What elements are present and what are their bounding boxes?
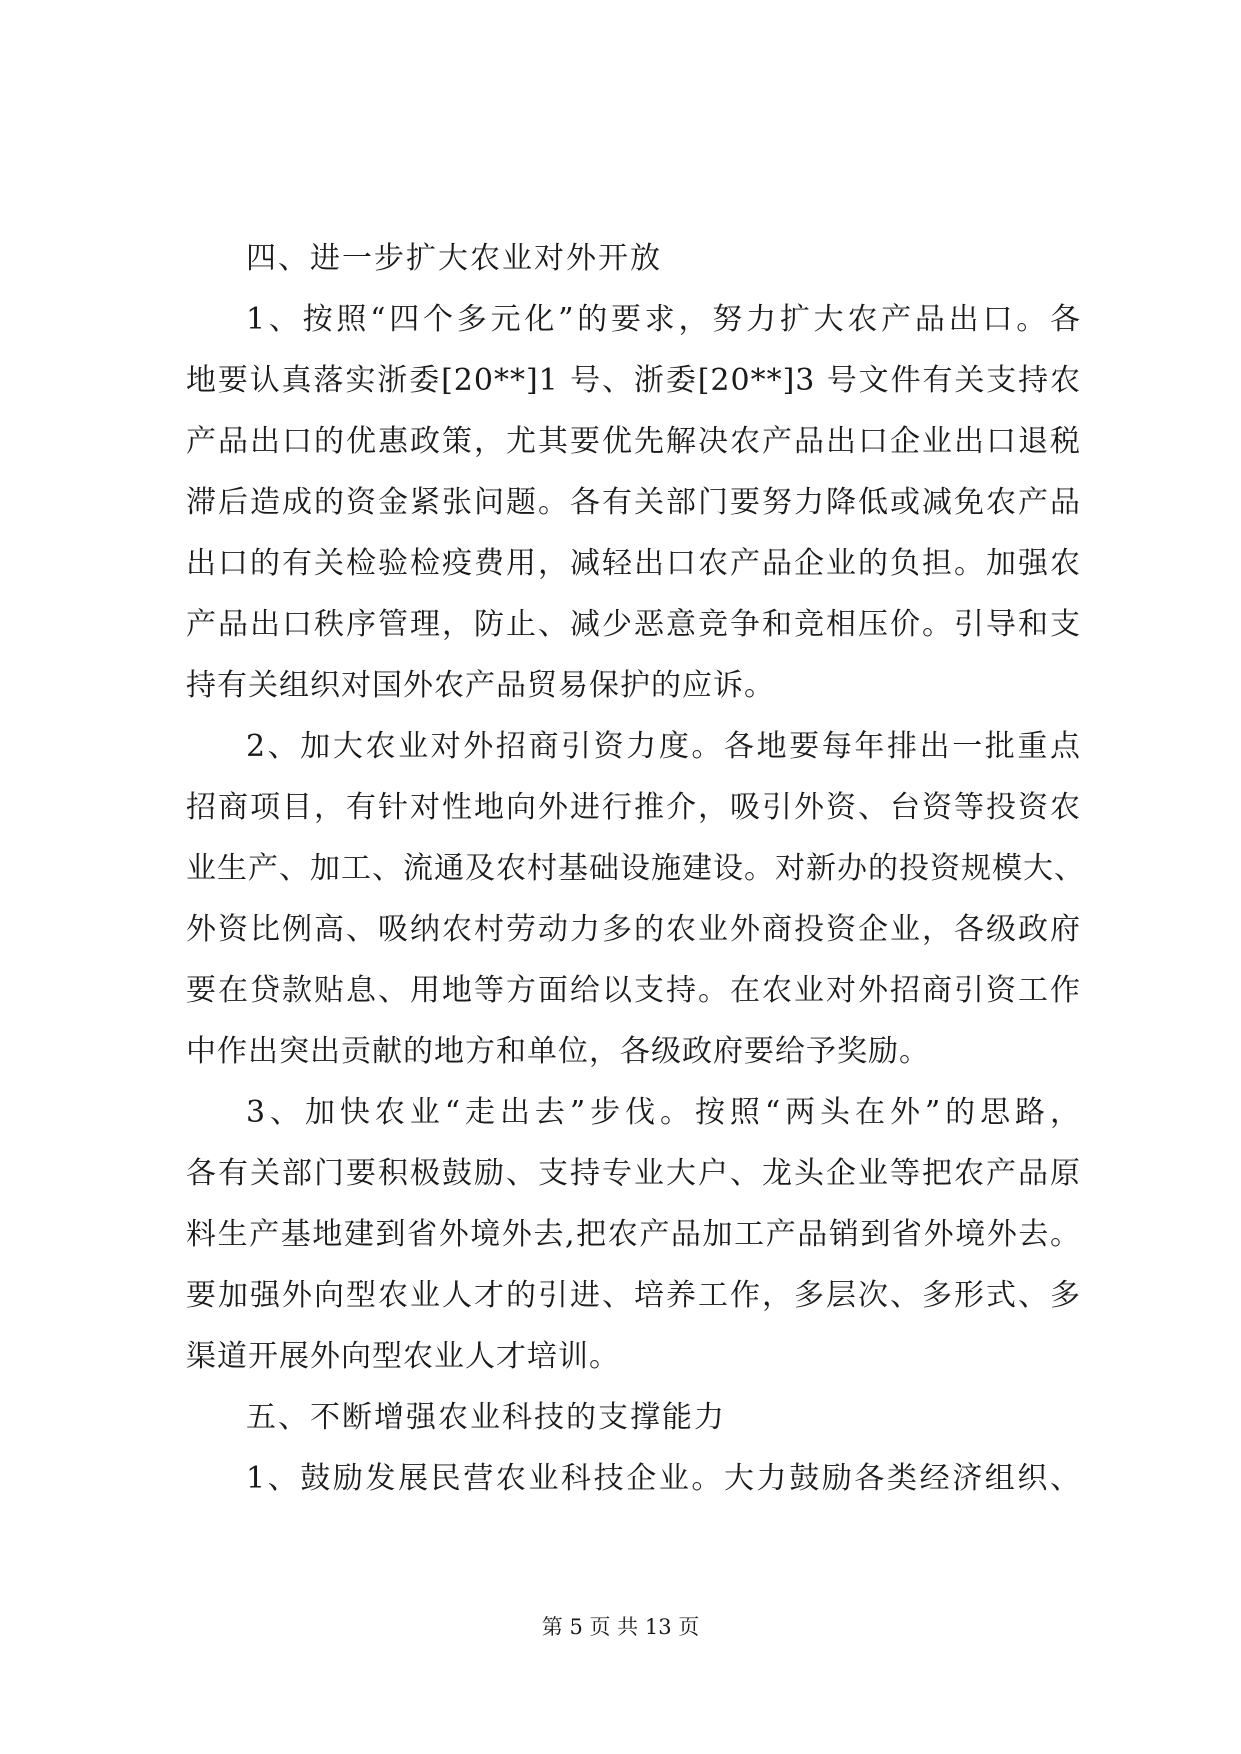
paragraph-line: 各有关部门要积极鼓励、支持专业大户、龙头企业等把农产品原: [186, 1156, 1081, 1191]
paragraph-line: 要在贷款贴息、用地等方面给以支持。在农业对外招商引资工作: [186, 973, 1081, 1008]
paragraph-line: 料生产基地建到省外境外去,把农产品加工产品销到省外境外去。: [186, 1217, 1081, 1252]
paragraph-line: 滞后造成的资金紧张问题。各有关部门要努力降低或减免农产品: [186, 485, 1081, 520]
paragraph-line: 外资比例高、吸纳农村劳动力多的农业外商投资企业，各级政府: [186, 912, 1081, 947]
paragraph-line: 业生产、加工、流通及农村基础设施建设。对新办的投资规模大、: [186, 851, 1085, 886]
page-number-footer: 第 5 页 共 13 页: [541, 1615, 700, 1639]
document-body: [186, 228, 1085, 1509]
paragraph-line: 1、鼓励发展民营农业科技企业。大力鼓励各类经济组织、: [246, 1461, 1081, 1496]
paragraph-line: 持有关组织对国外农产品贸易保护的应诉。: [186, 668, 775, 703]
paragraph-line: 中作出突出贡献的地方和单位，各级政府要给予奖励。: [186, 1034, 930, 1069]
section-heading-5: 五、不断增强农业科技的支撑能力: [246, 1400, 726, 1435]
paragraph-line: 渠道开展外向型农业人才培训。: [186, 1339, 620, 1374]
paragraph-line: 3、加快农业“走出去”步伐。按照“两头在外”的思路，: [246, 1095, 1081, 1130]
paragraph-line: 要加强外向型农业人才的引进、培养工作，多层次、多形式、多: [186, 1278, 1081, 1313]
paragraph-line: 地要认真落实浙委[20**]1 号、浙委[20**]3 号文件有关支持农: [186, 363, 1081, 398]
paragraph-line: 产品出口秩序管理，防止、减少恶意竞争和竞相压价。引导和支: [186, 607, 1081, 642]
paragraph-line: 招商项目，有针对性地向外进行推介，吸引外资、台资等投资农: [186, 790, 1081, 825]
section-heading-4: 四、进一步扩大农业对外开放: [246, 241, 662, 276]
paragraph-line: 产品出口的优惠政策，尤其要优先解决农产品出口企业出口退税: [186, 424, 1081, 459]
paragraph-line: 出口的有关检验检疫费用，减轻出口农产品企业的负担。加强农: [186, 546, 1081, 581]
paragraph-line: 1、按照“四个多元化”的要求，努力扩大农产品出口。各: [246, 302, 1081, 337]
paragraph-line: 2、加大农业对外招商引资力度。各地要每年排出一批重点: [246, 729, 1081, 764]
